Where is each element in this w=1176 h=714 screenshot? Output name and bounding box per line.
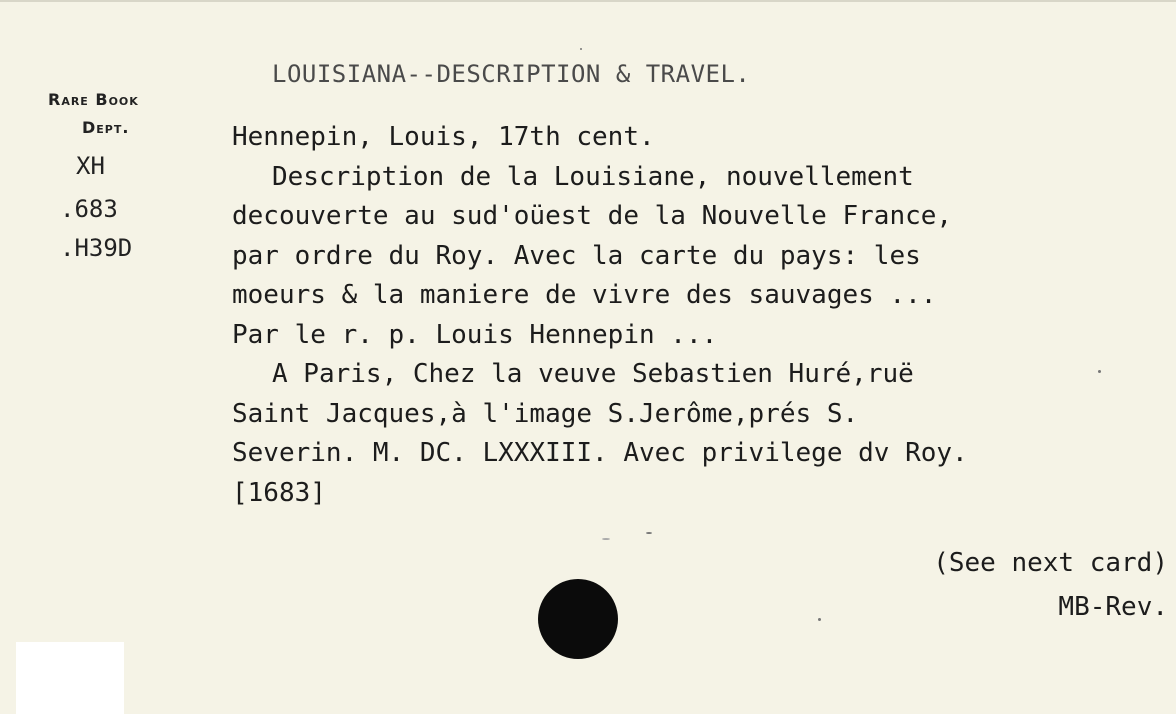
revision-mark: MB-Rev. bbox=[1058, 592, 1168, 622]
bibliographic-entry bbox=[232, 118, 1162, 513]
stamp-rare-book: Rare Book bbox=[48, 90, 139, 109]
subject-heading: LOUISIANA--DESCRIPTION & TRAVEL. bbox=[272, 60, 751, 88]
call-number-line-3: .H39D bbox=[60, 234, 133, 262]
call-number-line-2: .683 bbox=[60, 195, 118, 223]
entry-line: [1683] bbox=[232, 477, 326, 508]
entry-line: A Paris, Chez la veuve Sebastien Huré,ruë bbox=[272, 359, 914, 389]
entry-line: Description de la Louisiane, nouvellement bbox=[272, 161, 914, 192]
stamp-dept: Dept. bbox=[82, 118, 130, 137]
entry-line: moeurs & la maniere de vivre des sauvages ... bbox=[232, 280, 937, 310]
entry-line: Severin. M. DC. LXXXIII. Avec privilege dv Roy. bbox=[232, 438, 968, 468]
speck bbox=[646, 532, 652, 534]
speck bbox=[580, 48, 582, 50]
punch-hole bbox=[538, 579, 618, 659]
entry-line: Saint Jacques,à l'image S.Jerôme,prés S. bbox=[232, 398, 859, 429]
speck bbox=[1098, 370, 1101, 373]
entry-line: Par le r. p. Louis Hennepin ... bbox=[232, 319, 718, 350]
entry-line: par ordre du Roy. Avec la carte du pays: les bbox=[232, 240, 921, 271]
entry-line: decouverte au sud'oüest de la Nouvelle France, bbox=[232, 201, 953, 231]
see-next-card-note: (See next card) bbox=[933, 548, 1168, 578]
blank-patch bbox=[16, 642, 124, 714]
entry-line: Hennepin, Louis, 17th cent. bbox=[232, 122, 655, 152]
speck bbox=[602, 538, 610, 540]
call-number-line-1: XH bbox=[76, 152, 105, 180]
speck bbox=[818, 618, 821, 621]
